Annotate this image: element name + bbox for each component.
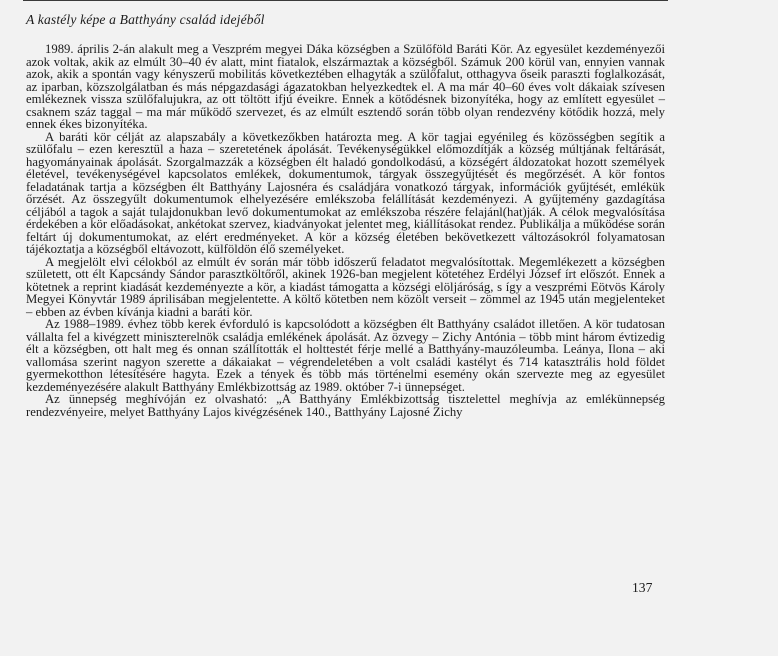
- top-rule: [23, 0, 668, 1]
- paragraph-founding: 1989. április 2-án alakult meg a Veszprém megyei Dáka községben a Szülőföld Baráti Kör. Az egyesület kezdeményezői azok voltak, akik az elmúlt 30–40 év alatt, mint fiatalok, elszármaztak a községből. Számuk 200 körül van, ennyien vannak azok, akik a spontán vagy kényszerű mobilitás következtében elhagyták a szülőfalut, otthagyva őseik paraszti foglalkozását, az iparban, közszolgálatban és más népgazdasági ágazatokban helyezkedtek el. A ma már 40–60 éves volt dákaiak szívesen emlékeznek vissza szülőfalujukra, az ott töltött ifjú éveikre. Ennek a kötődésnek bizonyítéka, hogy az említett egyesület – csaknem száz taggal – ma már működő szervezet, és az elmúlt esztendő során több olyan rendezvény kötődik hozzá, mely ennek ékes bizonyítéka.: [26, 42, 665, 131]
- running-head: A kastély képe a Batthyány család idejéből: [26, 12, 265, 27]
- paragraph-anniversaries: Az 1988–1989. évhez több kerek évforduló is kapcsolódott a községben élt Batthyány családot illetően. A kör tudatosan vállalta fel a kivégzett miniszterelnök családja emlékének ápolását. Az özvegy – Zichy Antónia – több mint három évtizedig élt a községben, ott halt meg és onnan szállították el holttestét férje mellé a Batthyány-mauzóleumba. Leánya, Ilona – aki vallomása szerint nagyon szerette a dákaiakat – végrendeletében a volt családi kastélyt és 714 katasztrális hold földet gyermekotthon létesítésére hagyta. Ezek a tények és több más történelmi esemény okán szervezte meg az egyesület kezdeményezésére alakult Batthyány Emlékbizottság az 1989. október 7-i ünnepséget.: [26, 317, 665, 394]
- body-text: [26, 43, 665, 418]
- paragraph-goals: A baráti kör célját az alapszabály a következőkben határozta meg. A kör tagjai egyénileg és közösségben segítik a szülőfalu – ezen keresztül a haza – szeretetének ápolását. Tevékenységükkel előmozdítják a község múltjának feltárását, hagyományainak ápolását. Szorgalmazzák a községben élt haladó gondolkodású, a községért áldozatokat hozott személyek életével, tevékenységével kapcsolatos emlékek, dokumentumok, tárgyak összegyűjtését és megőrzését. A kör fontos feladatának tartja a községben élt Batthyány Lajosnéra és családjára vonatkozó tárgyak, információk gyűjtését, emlékük őrzését. Az összegyűlt dokumentumok elhelyezésére emlékszoba felállítását kezdeményezi. A gyűjtemény gazdagítása céljából a tagok a saját tulajdonukban levő dokumentumokat az emlékszoba részére felajánl(hat)ják. A célok megvalósítása érdekében a kör előadásokat, ankétokat szervez, kiadványokat jelentet meg, kiállításokat rendez. Publikálja a működése során feltárt új dokumentumokat, az elért eredményeket. A kör a község életében bekövetkezett változásokról folyamatosan tájékoztatja a községből eltávozott, külföldön élő személyeket.: [26, 129, 665, 256]
- page-number: 137: [632, 580, 653, 595]
- paragraph-invitation: Az ünnepség meghívóján ez olvasható: „A Batthyány Emlékbizottság tisztelettel meghívja az emlékünnepség rendezvényeire, melyet Batthyány Lajos kivégzésének 140., Batthyány Lajosné Zichy: [26, 392, 665, 419]
- paragraph-achievements: A megjelölt elvi célokból az elmúlt év során már több időszerű feladatot megvalósítottak. Megemlékezett a községben született, ott élt Kapcsándy Sándor parasztköltőről, akinek 1926-ban megjelent kötetéhez Erdélyi József írt előszót. Ennek a kötetnek a reprint kiadását kezdeményezte a kör, a kiadást támogatta a községi elöljáróság, s így a veszprémi Eötvös Károly Megyei Könyvtár 1989 áprilisában megjelentette. A költő kötetben nem közölt verseit – zömmel az 1945 után megjelenteket – ebben az évben kívánja kiadni a baráti kör.: [26, 254, 665, 319]
